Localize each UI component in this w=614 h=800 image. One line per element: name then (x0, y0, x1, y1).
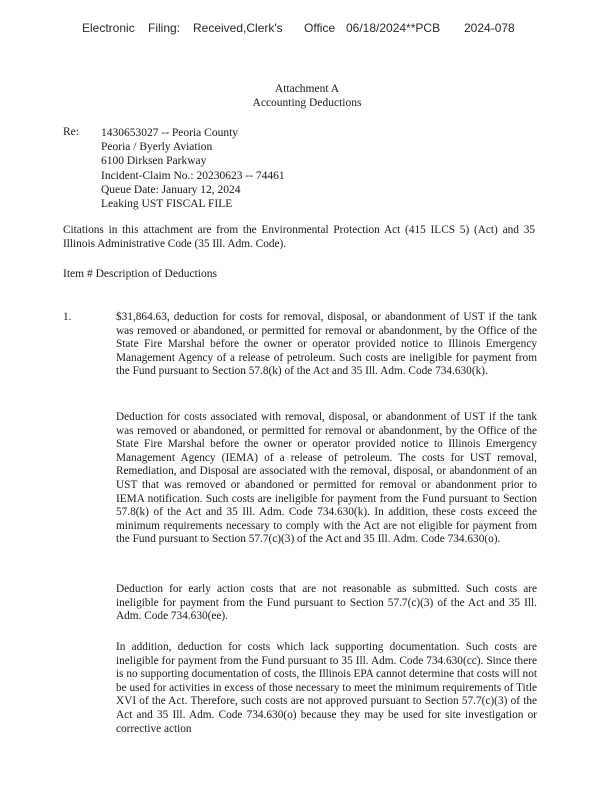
re-line: Peoria / Byerly Aviation (101, 141, 213, 154)
stamp-part: Filing: (148, 21, 181, 35)
re-line: Incident-Claim No.: 20230623 -- 74461 (101, 169, 285, 182)
item-number: 1. (63, 311, 72, 323)
document-title: Accounting Deductions (252, 97, 362, 109)
deduction-paragraph: Deduction for early action costs that are not reasonable as submitted. Such costs are ineligible for payment from the Fund pursuant to Section 57.7(c)(3) of the Act and 35 Ill. Adm. Code 734.630(ee). (116, 583, 537, 623)
stamp-part: Electronic (82, 21, 135, 35)
attachment-title: Attachment A (274, 83, 340, 95)
deduction-paragraph: $31,864.63, deduction for costs for removal, disposal, or abandonment of UST if the tank was removed or abandoned, or permitted for removal or abandonment, by the Office of the State Fire Marshal before the owner or operator provided notice to Illinois Emergency Management Agency of a release of petroleum. Such costs are ineligible for payment from the Fund pursuant to Section 57.8(k) of the Act and 35 Ill. Adm. Code 734.630(k). (116, 311, 537, 378)
stamp-part: 06/18/2024**PCB (346, 21, 441, 35)
deduction-paragraph: Deduction for costs associated with removal, disposal, or abandonment of UST if the tank was removed or abandoned, or permitted for removal or abandonment, by the Office of the State Fire Marshal before the owner or operator provided notice to Illinois Emergency Management Agency (IEMA) of a release of petroleum. The costs for UST removal, Remediation, and Disposal are associated with the removal, disposal, or abandonment of an UST that was removed or abandoned or permitted for removal or abandonment prior to IEMA notification. Such costs are ineligible for payment from the Fund pursuant to Section 57.8(k) of the Act and 35 Ill. Adm. Code 734.630(k). In addition, these costs exceed the minimum requirements necessary to comply with the Act are not eligible for payment from the Fund pursuant to Section 57.7(c)(3) of the Act and 35 Ill. Adm. Code 734.630(o). (116, 411, 537, 546)
stamp-part: 2024-078 (464, 21, 515, 35)
re-line: Queue Date: January 12, 2024 (101, 183, 241, 196)
re-line: 6100 Dirksen Parkway (101, 155, 207, 168)
re-line: 1430653027 -- Peoria County (101, 127, 239, 139)
stamp-part: Received,Clerk's (193, 21, 283, 35)
re-block (101, 126, 285, 211)
re-line: Leaking UST FISCAL FILE (101, 198, 233, 211)
citations-paragraph: Citations in this attachment are from the Environmental Protection Act (415 ILCS 5) (Act) and 35 Illinois Administrative Code (35 Ill. Adm. Code). (63, 224, 535, 250)
items-header: Item # Description of Deductions (63, 268, 217, 280)
re-label: Re: (63, 126, 79, 138)
deduction-paragraph: In addition, deduction for costs which lack supporting documentation. Such costs are ineligible for payment from the Fund pursuant to 35 Ill. Adm. Code 734.630(cc). Since there is no supporting documentation of costs, the Illinois EPA cannot determine that costs will not be used for activities in excess of those necessary to meet the minimum requirements of Title XVI of the Act. Therefore, such costs are not approved pursuant to Section 57.7(c)(3) of the Act and 35 Ill. Adm. Code 734.630(o) because they may be used for site investigation or corrective action (116, 641, 537, 735)
stamp-part: Office (304, 21, 336, 35)
